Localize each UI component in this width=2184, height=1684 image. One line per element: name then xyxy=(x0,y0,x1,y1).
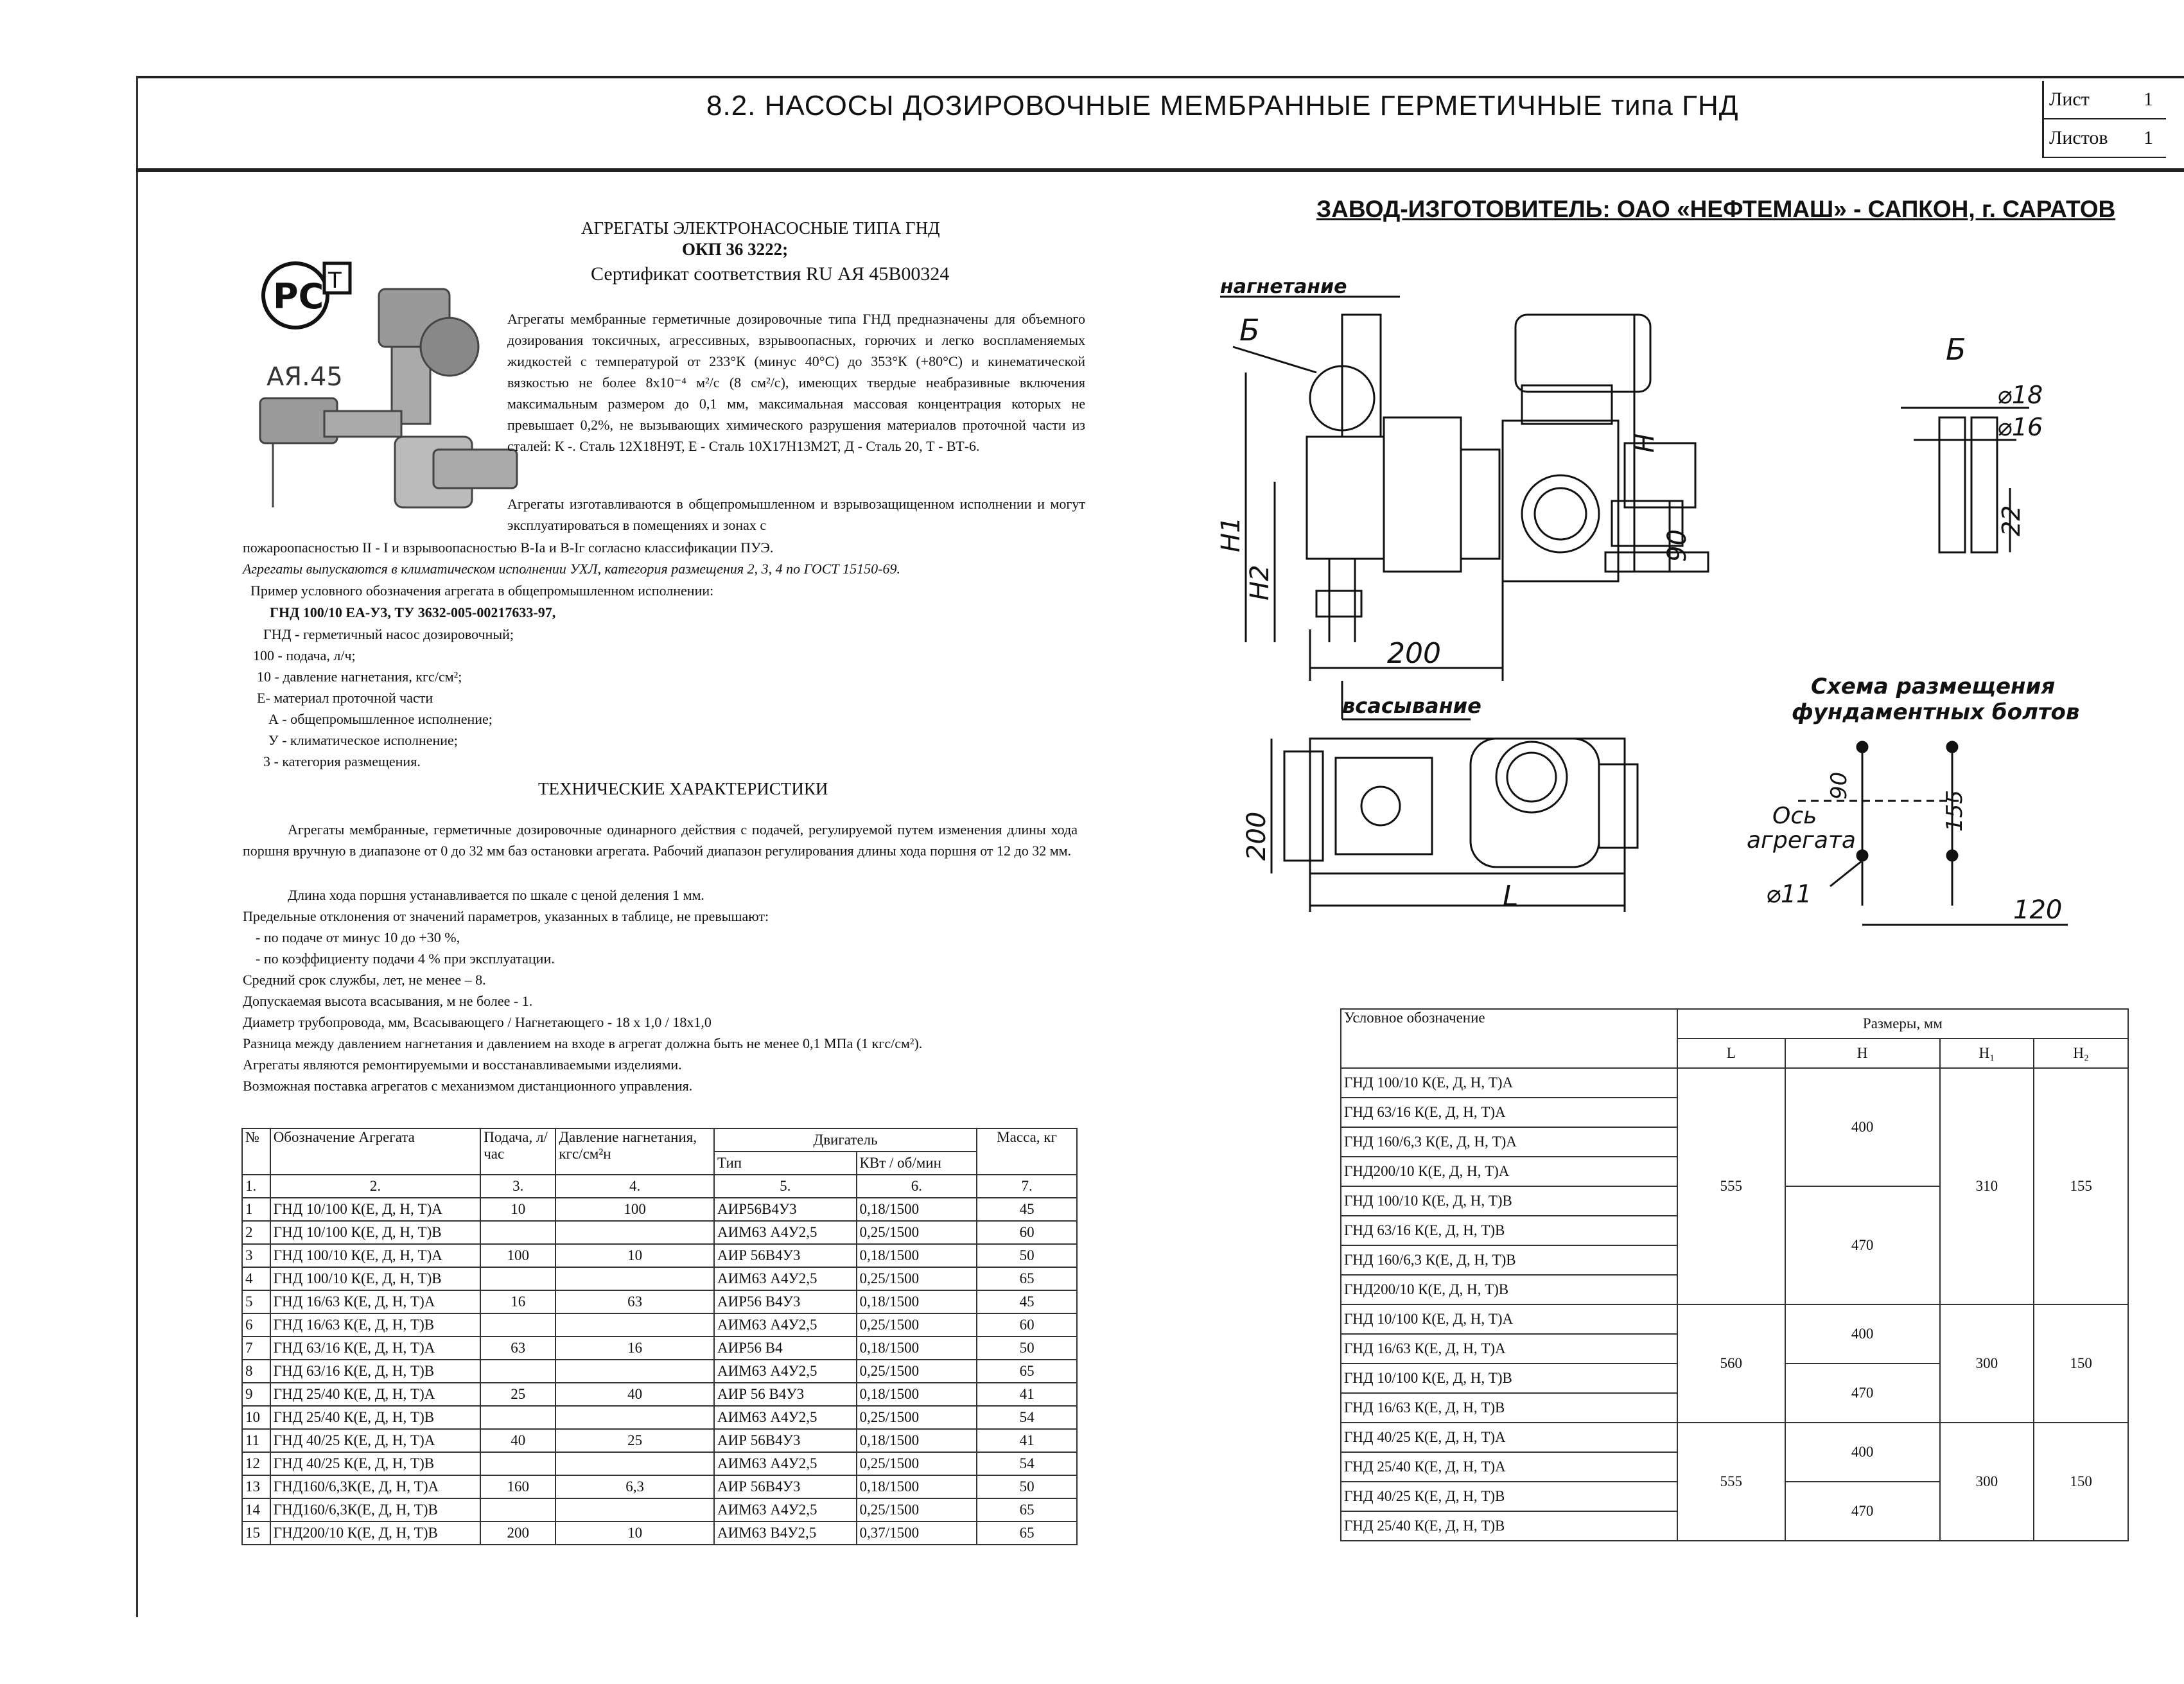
table-cell: 0,25/1500 xyxy=(857,1221,977,1244)
table-cell-L: 555 xyxy=(1677,1423,1785,1541)
dimensions-table xyxy=(1340,1008,2129,1541)
dim-H1: H1 xyxy=(1216,516,1246,552)
table-cell: 1 xyxy=(242,1198,270,1221)
table-cell: АИР56 В4У3 xyxy=(714,1290,857,1313)
intro-okp: ОКП 36 3222; xyxy=(682,240,789,259)
table-cell xyxy=(555,1498,714,1522)
intro-description: Агрегаты мембранные герметичные дозировочные типа ГНД предназначены для объемного дозирования токсичных, агрессивных, взрывоопасных, горючих и легко воспламеняемых жидкостей с температурой от 233°К (минус 40°С) до 353°К (+80°С) и кинематической вязкостью не более 8х10⁻⁴ м²/с (8 см²/с), имеющих твердые неабразивные включения максимальным размером до 0,1 мм, максимальная массовая концентрация которых не превышает 0,2%, не вызывающих химического разрушения материалов проточной части из сталей: К -. Сталь 12Х18Н9Т, Е - Сталь 10Х17Н13М2Т, Д - Сталь 20, Т - ВТ-6. xyxy=(507,311,1085,454)
table-cell: АИМ63 А4У2,5 xyxy=(714,1406,857,1429)
table-row xyxy=(242,1244,1077,1267)
table-cell: 54 xyxy=(977,1406,1077,1429)
table-cell-name: ГНД 63/16 К(Е, Д, Н, Т)А xyxy=(1341,1098,1677,1127)
colnum: 2. xyxy=(270,1175,481,1198)
table-cell xyxy=(555,1221,714,1244)
table-cell: 8 xyxy=(242,1360,270,1383)
table-cell: ГНД 40/25 К(Е, Д, Н, Т)В xyxy=(270,1452,481,1475)
discharge-label: нагнетание xyxy=(1220,276,1347,298)
scheme-title-2: фундаментных болтов xyxy=(1792,699,2080,725)
table-cell: ГНД160/6,3К(Е, Д, Н, Т)В xyxy=(270,1498,481,1522)
sheet-label: Лист xyxy=(2049,89,2090,110)
table-cell: АИМ63 А4У2,5 xyxy=(714,1267,857,1290)
logo-mark: AЯ.45 xyxy=(266,362,343,392)
table-cell: 0,25/1500 xyxy=(857,1313,977,1337)
frame-top-line xyxy=(136,76,2184,78)
table-cell: ГНД 100/10 К(Е, Д, Н, Т)В xyxy=(270,1267,481,1290)
table-cell: 45 xyxy=(977,1290,1077,1313)
table-cell: АИР 56 В4У3 xyxy=(714,1383,857,1406)
table-row xyxy=(1341,1304,2128,1334)
dim-200: 200 xyxy=(1387,637,1441,670)
table-cell: 5 xyxy=(242,1290,270,1313)
col-header-num: № xyxy=(242,1128,270,1175)
table-cell: 41 xyxy=(977,1383,1077,1406)
table-cell: ГНД 16/63 К(Е, Д, Н, Т)В xyxy=(270,1313,481,1337)
table-row xyxy=(242,1452,1077,1475)
table-cell-name: ГНД 40/25 К(Е, Д, Н, Т)В xyxy=(1341,1482,1677,1511)
table-cell-name: ГНД 10/100 К(Е, Д, Н, Т)В xyxy=(1341,1364,1677,1393)
table-cell: 0,37/1500 xyxy=(857,1522,977,1545)
dim-200-plan: 200 xyxy=(1242,811,1271,861)
col-header-motor: Двигатель xyxy=(714,1128,977,1152)
table-cell xyxy=(480,1267,555,1290)
colnum: 5. xyxy=(714,1175,857,1198)
table-cell: АИР 56В4У3 xyxy=(714,1475,857,1498)
specs-table xyxy=(241,1128,1078,1545)
table-cell: 0,25/1500 xyxy=(857,1360,977,1383)
table-cell: 0,18/1500 xyxy=(857,1429,977,1452)
scheme-title-1: Схема размещения xyxy=(1811,674,2056,699)
colnum: 6. xyxy=(857,1175,977,1198)
table-cell: 0,25/1500 xyxy=(857,1452,977,1475)
table-cell: АИМ63 В4У2,5 xyxy=(714,1522,857,1545)
table-row xyxy=(242,1522,1077,1545)
table-row xyxy=(242,1383,1077,1406)
table-cell-H: 470 xyxy=(1785,1364,1940,1423)
sheets-value: 1 xyxy=(2144,127,2153,148)
legend-item: У - климатическое исполнение; xyxy=(268,732,458,748)
table-cell: ГНД 16/63 К(Е, Д, Н, Т)А xyxy=(270,1290,481,1313)
table-cell: 63 xyxy=(480,1337,555,1360)
tech-line: - по подаче от минус 10 до +30 %, xyxy=(256,929,460,945)
table-cell: 63 xyxy=(555,1290,714,1313)
dim-H2: H2 xyxy=(1245,565,1275,601)
table-cell: 2 xyxy=(242,1221,270,1244)
col-header-flow: Подача, л/час xyxy=(480,1128,555,1175)
table-cell xyxy=(480,1313,555,1337)
table-cell: 25 xyxy=(480,1383,555,1406)
table-cell: 25 xyxy=(555,1429,714,1452)
table-cell-H: 470 xyxy=(1785,1482,1940,1541)
table-cell: 0,18/1500 xyxy=(857,1337,977,1360)
pump-photo xyxy=(260,289,517,507)
colnum: 1. xyxy=(242,1175,270,1198)
table-row xyxy=(242,1267,1077,1290)
table-cell: 12 xyxy=(242,1452,270,1475)
table-row xyxy=(242,1498,1077,1522)
header-separator xyxy=(136,168,2184,172)
tech-lines xyxy=(243,884,1090,1096)
dim-155: 155 xyxy=(1942,790,1968,832)
table-cell: 100 xyxy=(480,1244,555,1267)
col-header-motor-type: Тип xyxy=(714,1152,857,1175)
table-cell: 11 xyxy=(242,1429,270,1452)
tech-line: Разница между давлением нагнетания и давлением на входе в агрегат должна быть не менее 0,1 МПа (1 кгс/см²). xyxy=(243,1035,923,1051)
table-cell: 50 xyxy=(977,1337,1077,1360)
table-cell xyxy=(555,1452,714,1475)
table-cell: 100 xyxy=(555,1198,714,1221)
tech-line: Предельные отклонения от значений параметров, указанных в таблице, не превышают: xyxy=(243,908,769,924)
table-cell: АИМ63 А4У2,5 xyxy=(714,1452,857,1475)
table-cell-name: ГНД 160/6,3 К(Е, Д, Н, Т)В xyxy=(1341,1245,1677,1275)
table-cell: 45 xyxy=(977,1198,1077,1221)
axis-label-2: агрегата xyxy=(1747,827,1856,854)
col-header-power: КВт / об/мин xyxy=(857,1152,977,1175)
tech-line: Длина хода поршня устанавливается по шкале с ценой деления 1 мм. xyxy=(288,887,704,903)
table-cell: 16 xyxy=(480,1290,555,1313)
colnum: 4. xyxy=(555,1175,714,1198)
table-cell-L: 555 xyxy=(1677,1068,1785,1304)
table-row xyxy=(242,1429,1077,1452)
table-cell-name: ГНД 63/16 К(Е, Д, Н, Т)В xyxy=(1341,1216,1677,1245)
col-header-mass: Масса, кг xyxy=(977,1128,1077,1175)
table-cell xyxy=(555,1406,714,1429)
intro-heading: АГРЕГАТЫ ЭЛЕКТРОНАСОСНЫЕ ТИПА ГНД xyxy=(581,218,940,238)
table-cell-H1: 300 xyxy=(1940,1423,2034,1541)
detail-b-title: Б xyxy=(1946,332,1966,367)
dim-d16: ⌀16 xyxy=(1997,413,2043,441)
dim-90-scheme: 90 xyxy=(1826,771,1852,800)
tech-paragraph: Агрегаты мембранные, герметичные дозировочные одинарного действия с подачей, регулируемой путем изменения длины хода поршня вручную в диапазоне от 0 до 32 мм баз остановки агрегата. Рабочий диапазон регулирования длины хода поршня от 12 до 32 мм. xyxy=(243,821,1078,859)
example-code: ГНД 100/10 ЕА-У3, ТУ 3632-005-00217633-97, xyxy=(270,604,556,620)
table-cell: АИМ63 А4У2,5 xyxy=(714,1313,857,1337)
suction-label: всасывание xyxy=(1342,694,1481,718)
table-row xyxy=(242,1290,1077,1313)
table-cell-H: 400 xyxy=(1785,1304,1940,1364)
table-cell xyxy=(480,1221,555,1244)
table-cell: 40 xyxy=(480,1429,555,1452)
axis-label-1: Ось xyxy=(1772,803,1817,829)
col-header-H: H xyxy=(1785,1039,1940,1068)
table-cell-H1: 300 xyxy=(1940,1304,2034,1423)
table-cell: АИМ63 А4У2,5 xyxy=(714,1498,857,1522)
table-row xyxy=(242,1475,1077,1498)
table-cell-H: 400 xyxy=(1785,1068,1940,1186)
table-cell: 0,18/1500 xyxy=(857,1198,977,1221)
table-cell-H2: 150 xyxy=(2034,1304,2128,1423)
col-header-dimensions: Размеры, мм xyxy=(1677,1009,2128,1039)
table-cell: 200 xyxy=(480,1522,555,1545)
legend-item: А - общепромышленное исполнение; xyxy=(268,711,493,727)
table-cell: ГНД 40/25 К(Е, Д, Н, Т)А xyxy=(270,1429,481,1452)
table-cell: АИР56 В4 xyxy=(714,1337,857,1360)
table-cell-H2: 155 xyxy=(2034,1068,2128,1304)
table-row xyxy=(242,1406,1077,1429)
col-header-H2: H₂ xyxy=(2034,1039,2128,1068)
table-cell: 54 xyxy=(977,1452,1077,1475)
table-cell: 40 xyxy=(555,1383,714,1406)
intro-climate: Агрегаты выпускаются в климатическом исполнении УХЛ, категория размещения 2, 3, 4 по ГОСТ 15150-69. xyxy=(243,561,900,577)
table-cell: ГНД 63/16 К(Е, Д, Н, Т)В xyxy=(270,1360,481,1383)
frame-left-line xyxy=(136,76,138,1617)
dim-L: L xyxy=(1503,880,1519,913)
dim-d11: ⌀11 xyxy=(1766,880,1812,908)
table-row xyxy=(242,1221,1077,1244)
column-number-row xyxy=(242,1175,1077,1198)
table-cell xyxy=(480,1406,555,1429)
table-cell: 0,25/1500 xyxy=(857,1406,977,1429)
table-cell: 10 xyxy=(242,1406,270,1429)
intro-certificate: Сертификат соответствия RU АЯ 45В00324 xyxy=(591,263,950,285)
table-cell-H: 400 xyxy=(1785,1423,1940,1482)
table-cell: ГНД200/10 К(Е, Д, Н, Т)В xyxy=(270,1522,481,1545)
dim-90: 90 xyxy=(1663,529,1692,562)
table-cell xyxy=(480,1360,555,1383)
col-header-designation: Обозначение Агрегата xyxy=(270,1128,481,1175)
table-cell: 0,18/1500 xyxy=(857,1244,977,1267)
col-header-L: L xyxy=(1677,1039,1785,1068)
table-cell: 4 xyxy=(242,1267,270,1290)
table-cell-H2: 150 xyxy=(2034,1423,2128,1541)
table-cell: 3 xyxy=(242,1244,270,1267)
table-cell: 0,25/1500 xyxy=(857,1498,977,1522)
table-cell: ГНД 63/16 К(Е, Д, Н, Т)А xyxy=(270,1337,481,1360)
table-cell-name: ГНД 25/40 К(Е, Д, Н, Т)А xyxy=(1341,1452,1677,1482)
table-cell xyxy=(555,1267,714,1290)
table-row xyxy=(242,1337,1077,1360)
table-cell: 65 xyxy=(977,1360,1077,1383)
sheets-label: Листов xyxy=(2049,127,2108,148)
table-cell: 13 xyxy=(242,1475,270,1498)
table-cell: 0,18/1500 xyxy=(857,1290,977,1313)
table-cell: 60 xyxy=(977,1313,1077,1337)
table-cell-name: ГНД 16/63 К(Е, Д, Н, Т)А xyxy=(1341,1334,1677,1364)
table-cell: 15 xyxy=(242,1522,270,1545)
sheet-value: 1 xyxy=(2144,89,2153,110)
tech-line: - по коэффициенту подачи 4 % при эксплуатации. xyxy=(256,951,555,967)
table-cell: 65 xyxy=(977,1267,1077,1290)
col-header-H1: H₁ xyxy=(1940,1039,2034,1068)
product-photo xyxy=(247,250,517,520)
table-cell-name: ГНД 10/100 К(Е, Д, Н, Т)А xyxy=(1341,1304,1677,1334)
tech-line: Допускаемая высота всасывания, м не более - 1. xyxy=(243,993,533,1009)
example-intro: Пример условного обозначения агрегата в общепромышленном исполнении: xyxy=(250,583,714,599)
rst-logo xyxy=(263,263,350,392)
table-cell: АИР 56В4У3 xyxy=(714,1244,857,1267)
table-cell-name: ГНД200/10 К(Е, Д, Н, Т)В xyxy=(1341,1275,1677,1304)
legend-item: ГНД - герметичный насос дозировочный; xyxy=(263,626,514,642)
tech-line: Агрегаты являются ремонтируемыми и восстанавливаемыми изделиями. xyxy=(243,1057,682,1073)
table-cell-name: ГНД 40/25 К(Е, Д, Н, Т)А xyxy=(1341,1423,1677,1452)
tech-line: Средний срок службы, лет, не менее – 8. xyxy=(243,972,486,988)
pump-drawing xyxy=(1216,270,2132,938)
dim-d18: ⌀18 xyxy=(1997,381,2043,409)
table-cell: 50 xyxy=(977,1475,1077,1498)
table-cell xyxy=(555,1360,714,1383)
table-row xyxy=(242,1360,1077,1383)
dim-22: 22 xyxy=(1997,505,2025,536)
table-cell: ГНД 100/10 К(Е, Д, Н, Т)А xyxy=(270,1244,481,1267)
table-cell: ГНД 10/100 К(Е, Д, Н, Т)А xyxy=(270,1198,481,1221)
table-cell: 0,18/1500 xyxy=(857,1475,977,1498)
colnum: 3. xyxy=(480,1175,555,1198)
table-cell-name: ГНД 100/10 К(Е, Д, Н, Т)В xyxy=(1341,1186,1677,1216)
table-cell: 60 xyxy=(977,1221,1077,1244)
table-cell: 6,3 xyxy=(555,1475,714,1498)
intro-description-3: пожароопасностью II - I и взрывоопасностью В-Iа и В-Iг согласно классификации ПУЭ. xyxy=(243,539,774,556)
table-cell: 14 xyxy=(242,1498,270,1522)
table-row xyxy=(1341,1423,2128,1452)
legend-item: Е- материал проточной части xyxy=(257,690,433,706)
colnum: 7. xyxy=(977,1175,1077,1198)
table-cell-L: 560 xyxy=(1677,1304,1785,1423)
sheet-stamp xyxy=(2042,81,2166,158)
logo-text: PC xyxy=(273,276,324,317)
legend-item: 10 - давление нагнетания, кгс/см²; xyxy=(257,669,462,685)
table-cell: 0,18/1500 xyxy=(857,1383,977,1406)
tech-heading: ТЕХНИЧЕСКИЕ ХАРАКТЕРИСТИКИ xyxy=(538,779,828,798)
table-cell: ГНД 10/100 К(Е, Д, Н, Т)В xyxy=(270,1221,481,1244)
table-cell: 10 xyxy=(555,1522,714,1545)
legend-item: 3 - категория размещения. xyxy=(263,753,421,769)
table-cell: ГНД160/6,3К(Е, Д, Н, Т)А xyxy=(270,1475,481,1498)
legend-item: 100 - подача, л/ч; xyxy=(253,647,356,663)
table-cell: 160 xyxy=(480,1475,555,1498)
table-cell: 50 xyxy=(977,1244,1077,1267)
table-cell-H: 470 xyxy=(1785,1186,1940,1304)
dim-H: H xyxy=(1630,433,1660,453)
col-header-condition: Условное обозначение xyxy=(1341,1009,1677,1068)
sheets-row xyxy=(2044,119,2166,158)
table-row xyxy=(242,1313,1077,1337)
tech-line: Диаметр трубопровода, мм, Всасывающего / Нагнетающего - 18 х 1,0 / 18х1,0 xyxy=(243,1014,712,1030)
table-cell-name: ГНД 160/6,3 К(Е, Д, Н, Т)А xyxy=(1341,1127,1677,1157)
table-cell: 7 xyxy=(242,1337,270,1360)
table-cell-name: ГНД 100/10 К(Е, Д, Н, Т)А xyxy=(1341,1068,1677,1098)
table-cell xyxy=(480,1498,555,1522)
svg-text:T: T xyxy=(328,268,342,294)
view-b-marker: Б xyxy=(1239,313,1260,347)
table-cell: АИР56В4У3 xyxy=(714,1198,857,1221)
dimensions-table-body xyxy=(1341,1068,2128,1541)
table-cell: 16 xyxy=(555,1337,714,1360)
designation-legend xyxy=(253,624,649,772)
table-cell: 65 xyxy=(977,1522,1077,1545)
sheet-row xyxy=(2044,81,2166,119)
table-cell: 6 xyxy=(242,1313,270,1337)
table-cell xyxy=(480,1452,555,1475)
table-cell-name: ГНД200/10 К(Е, Д, Н, Т)А xyxy=(1341,1157,1677,1186)
table-cell: АИМ63 А4У2,5 xyxy=(714,1221,857,1244)
table-cell: АИМ63 А4У2,5 xyxy=(714,1360,857,1383)
table-cell: 41 xyxy=(977,1429,1077,1452)
table-cell: АИР 56В4У3 xyxy=(714,1429,857,1452)
table-row xyxy=(242,1198,1077,1221)
table-cell-name: ГНД 16/63 К(Е, Д, Н, Т)В xyxy=(1341,1393,1677,1423)
table-cell: 10 xyxy=(480,1198,555,1221)
table-cell-name: ГНД 25/40 К(Е, Д, Н, Т)В xyxy=(1341,1511,1677,1541)
specs-table-body xyxy=(242,1198,1077,1545)
dim-120: 120 xyxy=(2013,895,2063,925)
tech-line: Возможная поставка агрегатов с механизмом дистанционного управления. xyxy=(243,1078,693,1094)
manufacturer: ЗАВОД-ИЗГОТОВИТЕЛЬ: ОАО «НЕФТЕМАШ» - САПКОН, г. САРАТОВ xyxy=(1316,196,2116,222)
col-header-pressure: Давление нагнетания, кгс/см²н xyxy=(555,1128,714,1175)
table-cell: ГНД 25/40 К(Е, Д, Н, Т)А xyxy=(270,1383,481,1406)
table-cell xyxy=(555,1313,714,1337)
table-row xyxy=(1341,1068,2128,1098)
table-cell: 65 xyxy=(977,1498,1077,1522)
page-title: 8.2. НАСОСЫ ДОЗИРОВОЧНЫЕ МЕМБРАННЫЕ ГЕРМЕТИЧНЫЕ типа ГНД xyxy=(706,90,1739,121)
table-cell-H1: 310 xyxy=(1940,1068,2034,1304)
intro-description-2: Агрегаты изготавливаются в общепромышленном и взрывозащищенном исполнении и могут эксплуатироваться в помещениях и зонах с xyxy=(507,496,1085,533)
table-cell: 10 xyxy=(555,1244,714,1267)
table-cell: 9 xyxy=(242,1383,270,1406)
table-cell: ГНД 25/40 К(Е, Д, Н, Т)В xyxy=(270,1406,481,1429)
table-cell: 0,25/1500 xyxy=(857,1267,977,1290)
